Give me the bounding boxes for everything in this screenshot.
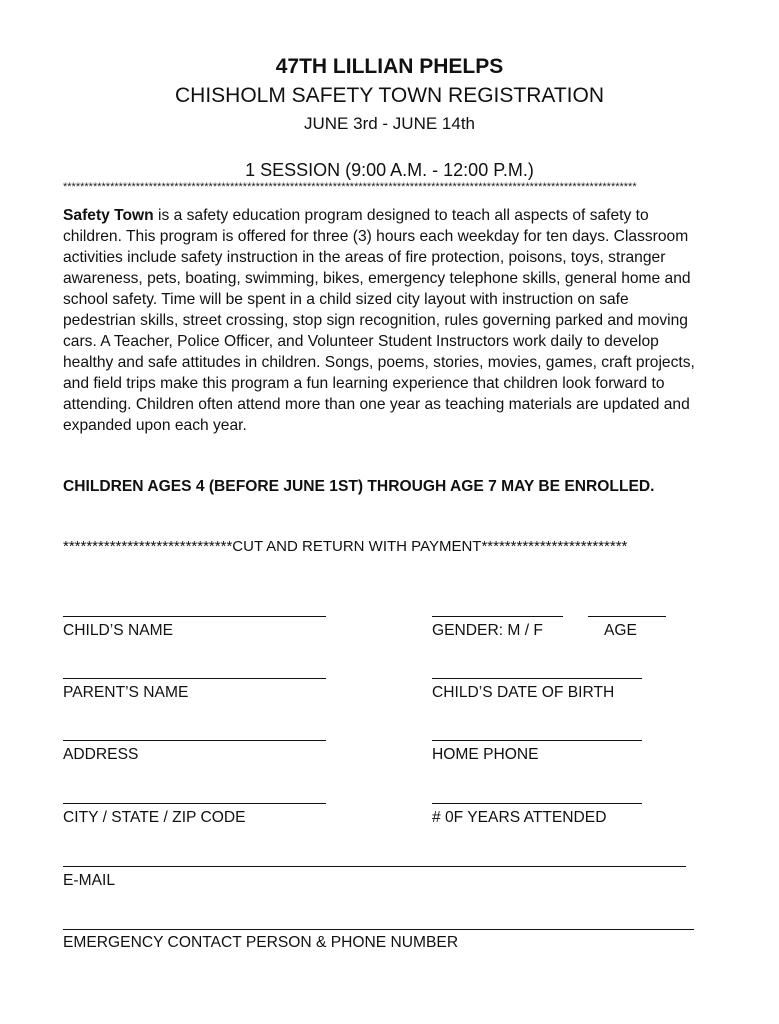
child-name-label: CHILD’S NAME bbox=[63, 622, 174, 639]
city-state-zip-line[interactable] bbox=[63, 803, 326, 804]
child-dob-label: CHILD’S DATE OF BIRTH bbox=[432, 684, 615, 701]
parent-name-line[interactable] bbox=[63, 678, 326, 679]
parent-name-label: PARENT’S NAME bbox=[63, 684, 189, 701]
eligibility-notice: CHILDREN AGES 4 (BEFORE JUNE 1ST) THROUGH AGE 7 MAY BE ENROLLED. bbox=[63, 478, 655, 495]
age-label: AGE bbox=[604, 622, 637, 639]
email-line[interactable] bbox=[63, 866, 686, 867]
gender-label: GENDER: M / F bbox=[432, 622, 543, 639]
years-attended-line[interactable] bbox=[432, 803, 642, 804]
child-name-line[interactable] bbox=[63, 616, 326, 617]
emergency-contact-label: EMERGENCY CONTACT PERSON & PHONE NUMBER bbox=[63, 934, 459, 951]
program-dates: JUNE 3rd - JUNE 14th bbox=[304, 114, 475, 133]
document-subtitle: CHISHOLM SAFETY TOWN REGISTRATION bbox=[175, 84, 604, 107]
program-name: Safety Town bbox=[63, 207, 154, 224]
separator-line: ************************************************************************************************************************************** bbox=[63, 181, 637, 193]
program-description-body: is a safety education program designed to teach all aspects of safety to children. This program is offered for three (3) hours each weekday for ten days. Classroom activities include safety instruction in the areas of fire protection, poisons, toys, stranger awareness, pets, boating, swimming, bikes, emergency telephone skills, general home and school safety. Time will be spent in a child sized city layout with instruction on safe pedestrian skills, street crossing, stop sign recognition, rules governing parked and moving cars. A Teacher, Police Officer, and Volunteer Student Instructors work daily to develop healthy and safe attitudes in children. Songs, poems, stories, movies, games, craft projects, and field trips make this program a fun learning experience that children look forward to attending. Children often attend more than one year as teaching materials are updated and expanded upon each year. bbox=[63, 207, 695, 434]
email-label: E-MAIL bbox=[63, 872, 115, 889]
years-attended-label: # 0F YEARS ATTENDED bbox=[432, 809, 607, 826]
program-description bbox=[63, 205, 698, 436]
document-title: 47TH LILLIAN PHELPS bbox=[275, 55, 504, 78]
age-line[interactable] bbox=[588, 616, 666, 617]
address-label: ADDRESS bbox=[63, 746, 139, 763]
home-phone-label: HOME PHONE bbox=[432, 746, 539, 763]
session-time: 1 SESSION (9:00 A.M. - 12:00 P.M.) bbox=[245, 160, 534, 180]
gender-line[interactable] bbox=[432, 616, 563, 617]
address-line[interactable] bbox=[63, 740, 326, 741]
city-state-zip-label: CITY / STATE / ZIP CODE bbox=[63, 809, 246, 826]
cut-line: *****************************CUT AND RETURN WITH PAYMENT************************* bbox=[63, 538, 628, 555]
emergency-contact-line[interactable] bbox=[63, 929, 694, 930]
home-phone-line[interactable] bbox=[432, 740, 642, 741]
child-dob-line[interactable] bbox=[432, 678, 642, 679]
